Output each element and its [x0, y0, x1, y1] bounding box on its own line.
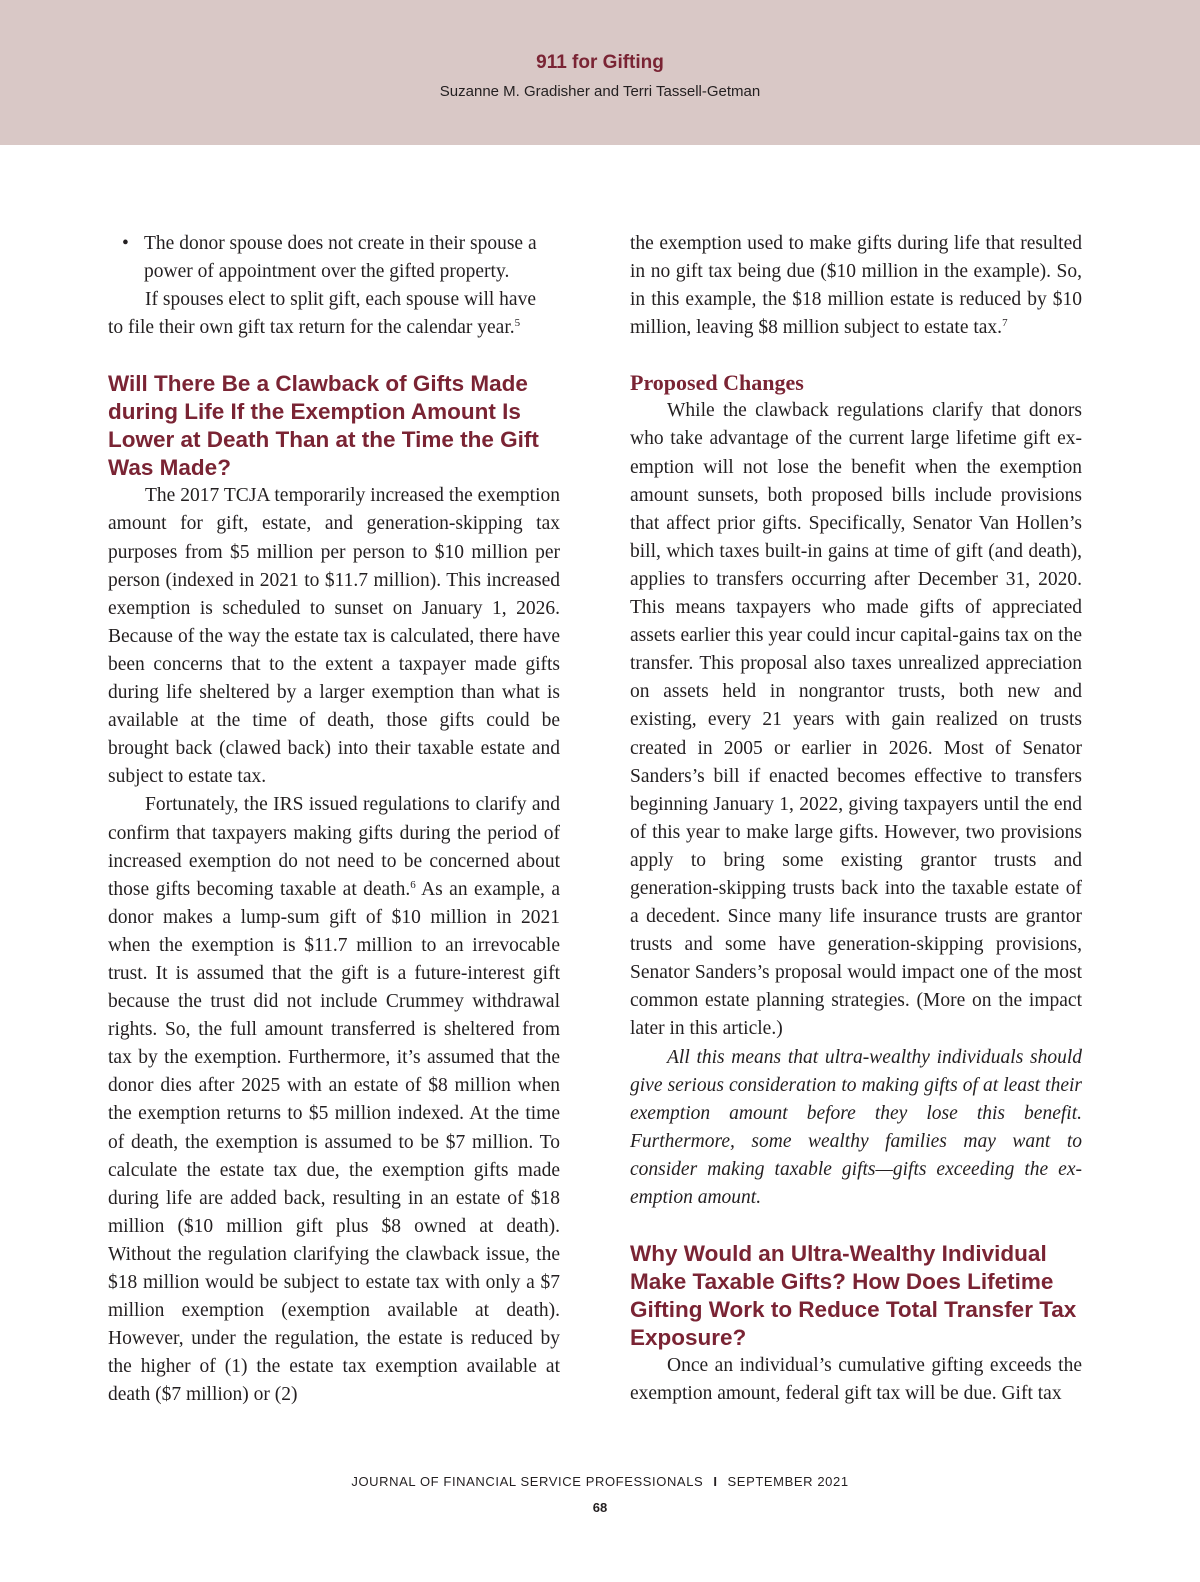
footer-date: SEPTEMBER 2021 — [727, 1474, 849, 1489]
paragraph-split-gift-cont — [108, 314, 560, 342]
bullet-marker: • — [122, 233, 129, 254]
paragraph-continued — [630, 230, 1082, 342]
section-heading-taxable-gifts: Why Would an Ultra-Wealthy Individual Make Taxable Gifts? How Does Lifetime Gifting Work to Reduce Total Transfer Tax Exposure? — [630, 1241, 1077, 1351]
paragraph-proposed: While the clawback regulations clarify that donors who take advantage of the current large lifetime gift exemption will not lose the benefit when the exemption amount sunsets, both proposed bills include provisions that affect prior gifts. Specifically, Senator Van Hollen’s bill, which taxes built-in gains at time of gift (and death), applies to transfers occurring after December 31, 2020. This means taxpayers who made gifts of appreciated assets earlier this year could incur capital-gains tax on the transfer. This proposal also taxes unrealized appreciation on assets held in nongrantor trusts, both new and existing, every 21 years with gain realized on trusts created in 2005 or earlier in 2026. Most of Senator Sanders’s bill if enacted becomes effective to transfers beginning January 1, 2022, giving taxpayers until the end of this year to make large gifts. However, two provisions apply to bring some existing grantor trusts and generation-skipping trusts back into the taxable estate of a decedent. Since many life insurance trusts are grantor trusts and some have generation-skipping provisions, Senator Sanders’s proposal would impact one of the most common estate planning strategies. (More on the impact later in this article.) — [630, 400, 1082, 1040]
footer-separator: I — [713, 1474, 718, 1489]
paragraph-cumulative-gifting: Once an individual’s cumulative gifting exceeds the exemption amount, federal gift tax will be due. Gift tax — [630, 1355, 1082, 1405]
continued-text: the exemption used to make gifts during life that resulted in no gift tax being due ($10 million in the example). So, in this example, the $18 million estate is reduced by $10 million, leaving $8 million subject to estate tax. — [630, 233, 1082, 339]
paragraph-split-gift — [108, 286, 560, 314]
bullet-text: The donor spouse does not create in their spouse a power of appointment over the gifted property. — [144, 233, 537, 283]
left-column — [108, 230, 560, 1409]
article-title: 911 for Gifting — [536, 52, 664, 73]
paragraph-tcja: The 2017 TCJA temporarily increased the exemption amount for gift, estate, and generation-skipping tax purposes from $5 million per person to $10 million per person (indexed in 2021 to $11.7 million). This increased exemption is scheduled to sunset on January 1, 2026. Because of the way the estate tax is calculated, there have been concerns that to the extent a taxpayer made gifts during life sheltered by a larger exemption than what is available at the time of death, those gifts could be brought back (clawed back) into their taxable estate and subject to estate tax. — [108, 485, 560, 788]
footnote-ref-7: 7 — [1002, 317, 1008, 330]
footer-journal-name: JOURNAL OF FINANCIAL SERVICE PROFESSIONALS — [351, 1474, 704, 1489]
article-authors: Suzanne M. Gradisher and Terri Tassell-Getman — [439, 83, 761, 100]
header-band — [0, 0, 1200, 145]
section-heading-clawback: Will There Be a Clawback of Gifts Made during Life If the Exemption Amount Is Lower at Death Than at the Time the Gift Was Made? — [108, 371, 539, 481]
split-gift-line1: If spouses elect to split gift, each spouse will have — [145, 289, 536, 311]
footnote-ref-5: 5 — [514, 317, 521, 330]
bullet-item — [108, 230, 560, 286]
section-heading-proposed-changes: Proposed Changes — [630, 370, 804, 396]
irs-text-a: Fortunately, the IRS issued regulations to clarify and confirm that taxpayers making gifts during the period of increased exemption do not need to be concerned about those gifts becoming taxable at death. — [108, 794, 560, 900]
paragraph-italic-summary: All this means that ultra-wealthy individuals should give serious consideration to making gifts of at least their exemption amount before they lose this benefit. Furthermore, some wealthy families may want to consider making taxable gifts—gifts exceeding the exemption amount. — [630, 1046, 1082, 1208]
split-gift-line2: to file their own gift tax return for the calendar year. — [108, 317, 515, 339]
footnote-ref-6: 6 — [410, 878, 416, 891]
page-number: 68 — [592, 1500, 608, 1515]
irs-text-b: As an example, a donor makes a lump-sum gift of $10 million in 2021 when the exemption is $11.7 million to an irrevocable trust. It is assumed that the gift is a future-interest gift because the trust did not include Crummey withdrawal rights. So, the full amount transferred is sheltered from tax by the exemption. Furthermore, it’s assumed that the donor dies after 2025 with an estate of $8 million when the exemption returns to $5 million indexed. At the time of death, the exemption is assumed to be $7 million. To calculate the estate tax due, the exemption gifts made during life are added back, resulting in an estate of $18 million ($10 million gift plus $8 owned at death). Without the regulation clarifying the clawback issue, the $18 million would be subject to estate tax with only a $7 million exemption (exemption available at death). However, under the regulation, the estate is reduced by the higher of (1) the estate tax exemption available at death ($7 million) or (2) — [108, 878, 560, 1406]
paragraph-irs-regulations — [108, 791, 560, 1409]
page-footer — [0, 1474, 1200, 1489]
right-column — [630, 230, 1082, 1408]
